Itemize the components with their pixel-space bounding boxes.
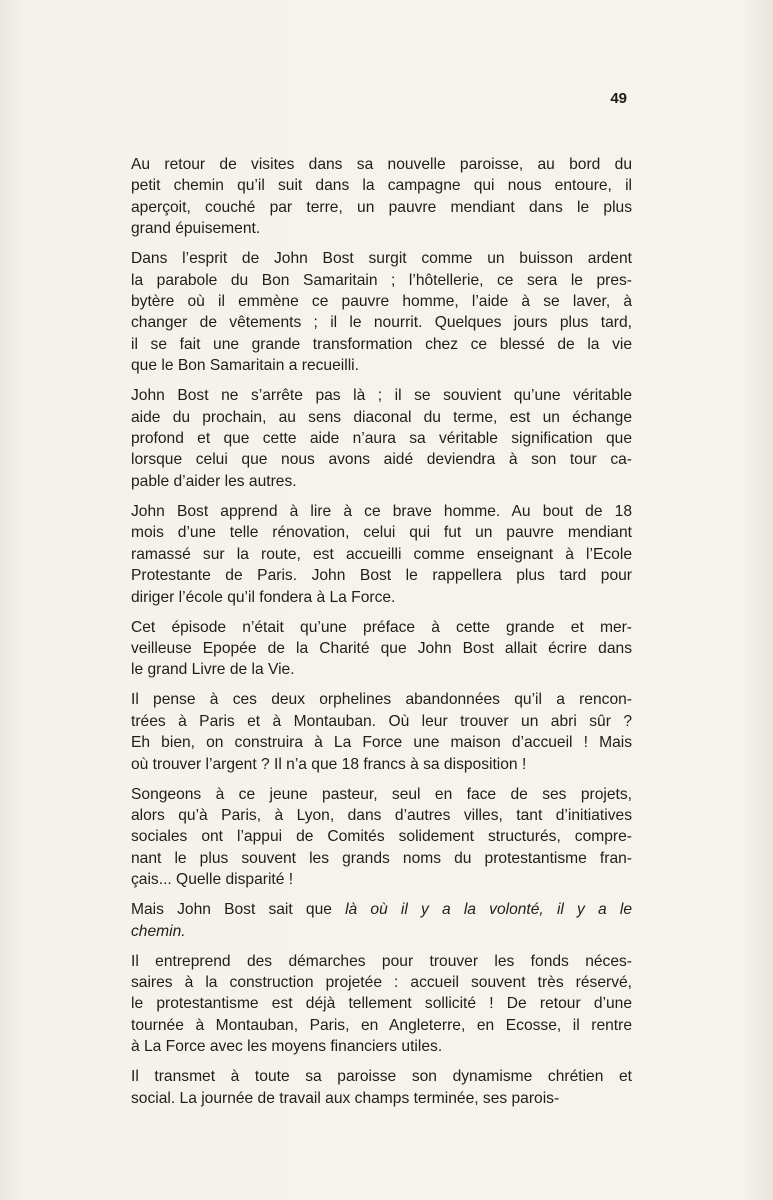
text-line: lorsque celui que nous avons aidé deviendra à son tour ca- — [131, 451, 632, 469]
paragraph — [131, 385, 632, 492]
text-line: Il entreprend des démarches pour trouver les fonds néces- — [131, 952, 632, 970]
text-line: nant le plus souvent les grands noms du protestantisme fran- — [131, 849, 632, 867]
text-line: Au retour de visites dans sa nouvelle paroisse, au bord du — [131, 156, 632, 173]
paragraph — [131, 1066, 632, 1109]
text-line: Eh bien, on construira à La Force une maison d’accueil ! Mais — [131, 734, 632, 752]
text-line: Cet épisode n’était qu’une préface à cette grande et mer- — [131, 618, 632, 636]
page-number: 49 — [610, 90, 627, 107]
text-line: que le Bon Samaritain a recueilli. — [131, 357, 359, 375]
text-line: John Bost ne s’arrête pas là ; il se souvient qu’une véritable — [131, 387, 632, 405]
text-line: bytère où il emmène ce pauvre homme, l’aide à se laver, à — [131, 293, 632, 311]
text-line: Il pense à ces deux orphelines abandonnées qu’il a rencon- — [131, 691, 632, 709]
text-line: où trouver l’argent ? Il n’a que 18 francs à sa disposition ! — [131, 755, 527, 773]
paragraph — [131, 951, 632, 1058]
paragraph — [131, 154, 632, 240]
text-line: ramassé sur la route, est accueilli comme enseignant à l’Ecole — [131, 545, 632, 563]
text-line: John Bost apprend à lire à ce brave homme. Au bout de 18 — [131, 502, 632, 520]
text-line: Il transmet à toute sa paroisse son dynamisme chrétien et — [131, 1068, 632, 1086]
text-line: alors qu’à Paris, à Lyon, dans d’autres villes, tant d’initiatives — [131, 806, 632, 824]
text-line: grand épuisement. — [131, 220, 261, 238]
text-line: aperçoit, couché par terre, un pauvre mendiant dans le plus — [131, 198, 632, 216]
text-line: trées à Paris et à Montauban. Où leur trouver un abri sûr ? — [131, 712, 632, 730]
paragraph — [131, 899, 632, 942]
text-line: tournée à Montauban, Paris, en Angleterre, en Ecosse, il rentre — [131, 1016, 632, 1034]
text-line: il se fait une grande transformation chez ce blessé de la vie — [131, 335, 632, 353]
paragraph — [131, 784, 632, 891]
text-line: pable d’aider les autres. — [131, 472, 297, 490]
text-line: chemin. — [131, 922, 186, 940]
text-line: social. La journée de travail aux champs terminée, ses parois- — [131, 1089, 560, 1107]
text-line: profond et que cette aide n’aura sa véritable signification que — [131, 430, 632, 448]
text-line: changer de vêtements ; il le nourrit. Quelques jours plus tard, — [131, 314, 632, 332]
text-line: petit chemin qu’il suit dans la campagne qui nous entoure, il — [131, 177, 632, 195]
paragraph — [131, 617, 632, 681]
text-line: le grand Livre de la Vie. — [131, 661, 295, 679]
paragraph — [131, 248, 632, 376]
text-line: Dans l’esprit de John Bost surgit comme un buisson ardent — [131, 250, 632, 268]
body-text — [131, 154, 632, 1118]
text-line: aide du prochain, au sens diaconal du terme, est un échange — [131, 408, 632, 426]
paragraph — [131, 689, 632, 775]
text-line: Protestante de Paris. John Bost le rappellera plus tard pour — [131, 567, 632, 585]
text-line: mois d’une telle rénovation, celui qui fut un pauvre mendiant — [131, 524, 632, 542]
text-line: diriger l’école qu’il fondera à La Force. — [131, 588, 396, 606]
text-line: sociales ont l’appui de Comités solidement structurés, compre- — [131, 828, 632, 846]
text-line: saires à la construction projetée : accueil souvent très réservé, — [131, 973, 632, 991]
paragraph — [131, 501, 632, 608]
text-line: Mais John Bost sait que là où il y a la volonté, il y a le — [131, 901, 632, 919]
text-line: veilleuse Epopée de la Charité que John Bost allait écrire dans — [131, 639, 632, 657]
text-line: le protestantisme est déjà tellement sollicité ! De retour d’une — [131, 995, 632, 1013]
text-line: la parabole du Bon Samaritain ; l’hôtellerie, ce sera le pres- — [131, 271, 632, 289]
text-line: à La Force avec les moyens financiers utiles. — [131, 1038, 443, 1056]
text-line: Songeons à ce jeune pasteur, seul en face de ses projets, — [131, 785, 632, 803]
text-line: çais... Quelle disparité ! — [131, 871, 294, 889]
